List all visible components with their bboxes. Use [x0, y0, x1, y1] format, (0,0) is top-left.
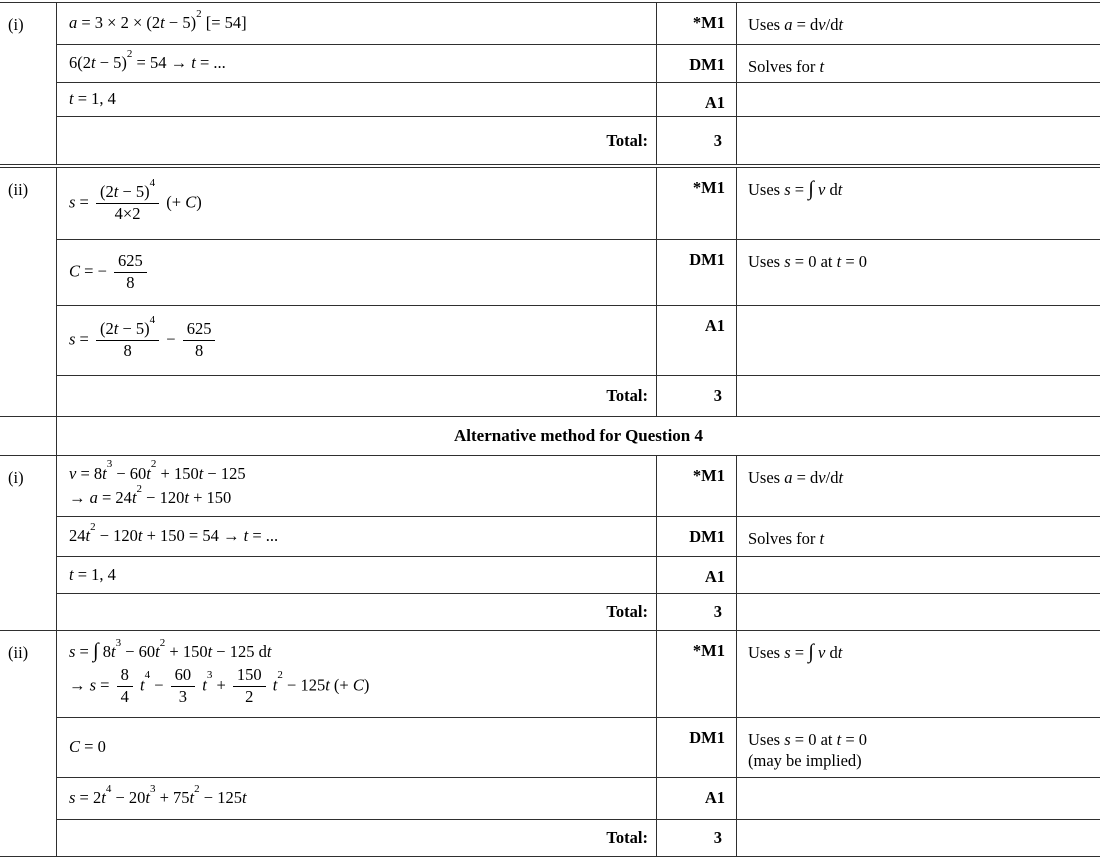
fraction-denominator: 8: [126, 273, 135, 292]
comment-cell: [737, 556, 1100, 593]
comment-cell: [737, 777, 1100, 819]
formula-line: C = 0: [69, 737, 106, 757]
working-cell: [57, 777, 657, 819]
superscript: 2: [159, 636, 166, 649]
comment-line: Uses s = ∫ v dt: [748, 641, 843, 663]
comment-cell: [737, 375, 1100, 416]
fraction-denominator: 8: [123, 341, 132, 360]
formula-line: $v = 8t^3 - 60t^2 + 150t - 125$: [69, 458, 246, 483]
superscript: 2: [150, 458, 157, 471]
formula-line: $6(2t - 5)^2 = 54 \to t$ = ...: [69, 47, 226, 73]
comment-cell: [737, 168, 1100, 239]
superscript: 2: [194, 782, 200, 795]
comment-line: Uses s = 0 at t = 0: [748, 730, 868, 749]
fraction-numerator: 8: [117, 666, 133, 687]
fraction-denominator: 3: [178, 686, 188, 706]
fraction-numerator: 625: [183, 320, 216, 341]
integral-icon: ∫: [92, 640, 99, 663]
comment-cell: [737, 593, 1100, 630]
mark-cell: *M1: [657, 631, 737, 717]
alternative-method-row: [0, 417, 1100, 455]
superscript: 3: [106, 458, 113, 471]
formula-line: s = $\frac{(2t - 5)^4}{8}$ − $\frac{625}{8}$: [69, 320, 656, 361]
comment-cell: [737, 516, 1100, 556]
mark-scheme-section: [0, 3, 1100, 164]
fraction: [96, 176, 159, 224]
integral-icon: ∫: [808, 178, 814, 200]
mark-scheme-section: [0, 631, 1100, 856]
comment-cell: [737, 116, 1100, 164]
formula-line: s = ∫ $8t^3 - 60t^2 + 150t - 125$ dt: [69, 636, 272, 663]
superscript: 4: [105, 782, 112, 795]
working-cell: [57, 556, 657, 593]
superscript: 4: [144, 669, 151, 682]
fraction: [183, 320, 216, 361]
comment-line: Uses s = 0 at t = 0: [748, 252, 868, 271]
formula-line: $24t^2 - 120t + 150 = 54 \to t$ = ...: [69, 520, 279, 546]
working-cell: [57, 82, 657, 116]
total-value: 3: [657, 116, 737, 164]
fraction-denominator: 8: [194, 341, 204, 360]
total-label: Total:: [57, 375, 657, 416]
fraction: [114, 252, 147, 293]
formula-line: $a = 3 \times 2 \times (2t - 5)^2$ [= 54]: [69, 7, 247, 33]
superscript: 3: [149, 782, 156, 795]
working-cell: [57, 168, 657, 239]
mark-cell: A1: [657, 305, 737, 375]
comment-cell: [737, 819, 1100, 856]
total-value: 3: [657, 593, 737, 630]
working-cell: [57, 717, 657, 777]
superscript: 2: [196, 7, 202, 20]
alternative-method-header: Alternative method for Question 4: [454, 426, 703, 445]
working-cell: [57, 44, 657, 82]
formula-line: C = − $\frac{625}{8}$: [69, 252, 656, 293]
fraction-numerator: 150: [233, 666, 266, 687]
total-value: 3: [657, 375, 737, 416]
formula-line: → $a = 24t^2 - 120t + 150$: [69, 482, 232, 507]
total-label: Total:: [57, 116, 657, 164]
comment-cell: [737, 456, 1100, 516]
superscript: 2: [90, 520, 96, 533]
working-cell: [57, 516, 657, 556]
mark-cell: *M1: [657, 456, 737, 516]
comment-line: Uses a = dv/dt: [748, 15, 844, 34]
part-label: (i): [0, 456, 57, 630]
superscript: 2: [136, 482, 143, 495]
comment-cell: [737, 631, 1100, 717]
comment-cell: [737, 44, 1100, 82]
formula-line: → s = $\frac{8}{4}$ $t^4$ − $\frac{60}{3}$ $t^3$ + $\frac{150}{2}$ $t^2 - 125t$ (+ C): [69, 664, 370, 706]
superscript: 2: [277, 669, 283, 682]
fraction: [117, 666, 133, 707]
working-cell: [57, 456, 657, 516]
superscript: 3: [206, 669, 213, 682]
superscript: 4: [149, 313, 156, 326]
working-cell: [57, 305, 657, 375]
mark-cell: DM1: [657, 717, 737, 777]
part-label: (i): [0, 3, 57, 164]
fraction-denominator: 4: [120, 686, 129, 706]
fraction-numerator: $(2t - 5)^4$: [96, 183, 159, 204]
fraction: [233, 666, 266, 707]
comment-line: Uses a = dv/dt: [748, 468, 844, 487]
working-cell: [57, 631, 657, 717]
mark-cell: A1: [657, 556, 737, 593]
mark-cell: A1: [657, 82, 737, 116]
part-label: (ii): [0, 631, 57, 856]
fraction-denominator: 4×2: [114, 204, 141, 223]
comment-line: Solves for t: [748, 529, 825, 548]
formula-line: t = 1, 4: [69, 89, 116, 109]
integral-icon: ∫: [808, 641, 814, 663]
formula-line: $s = 2t^4 - 20t^3 + 75t^2 - 125t$: [69, 782, 247, 808]
fraction: [96, 313, 159, 361]
formula-line: t = 1, 4: [69, 564, 116, 584]
total-label: Total:: [57, 819, 657, 856]
mark-scheme-section: [0, 168, 1100, 416]
part-cell-empty: [0, 417, 57, 455]
mark-cell: DM1: [657, 44, 737, 82]
fraction-numerator: 625: [114, 252, 147, 273]
comment-line: Solves for t: [748, 57, 825, 76]
total-label: Total:: [57, 593, 657, 630]
comment-cell: [737, 239, 1100, 305]
comment-line: Uses s = ∫ v dt: [748, 178, 843, 200]
working-cell: [57, 239, 657, 305]
mark-scheme-table: [0, 2, 1100, 857]
part-label: (ii): [0, 168, 57, 416]
comment-cell: [737, 82, 1100, 116]
comment-cell: [737, 3, 1100, 44]
mark-cell: *M1: [657, 168, 737, 239]
working-cell: [57, 3, 657, 44]
mark-scheme-section: [0, 456, 1100, 630]
total-value: 3: [657, 819, 737, 856]
comment-cell: [737, 717, 1100, 777]
comment-cell: [737, 305, 1100, 375]
fraction: [171, 666, 196, 707]
comment-line: (may be implied): [748, 751, 862, 770]
mark-cell: *M1: [657, 3, 737, 44]
mark-cell: A1: [657, 777, 737, 819]
mark-cell: DM1: [657, 239, 737, 305]
superscript: 4: [149, 176, 156, 189]
fraction-numerator: 60: [171, 666, 196, 687]
superscript: 3: [115, 636, 122, 649]
formula-line: s = $\frac{(2t - 5)^4}{4\times 2}$ (+ C): [69, 176, 202, 223]
fraction-numerator: $(2t - 5)^4$: [96, 320, 159, 341]
superscript: 2: [126, 47, 133, 60]
fraction-denominator: 2: [245, 686, 254, 706]
mark-cell: DM1: [657, 516, 737, 556]
